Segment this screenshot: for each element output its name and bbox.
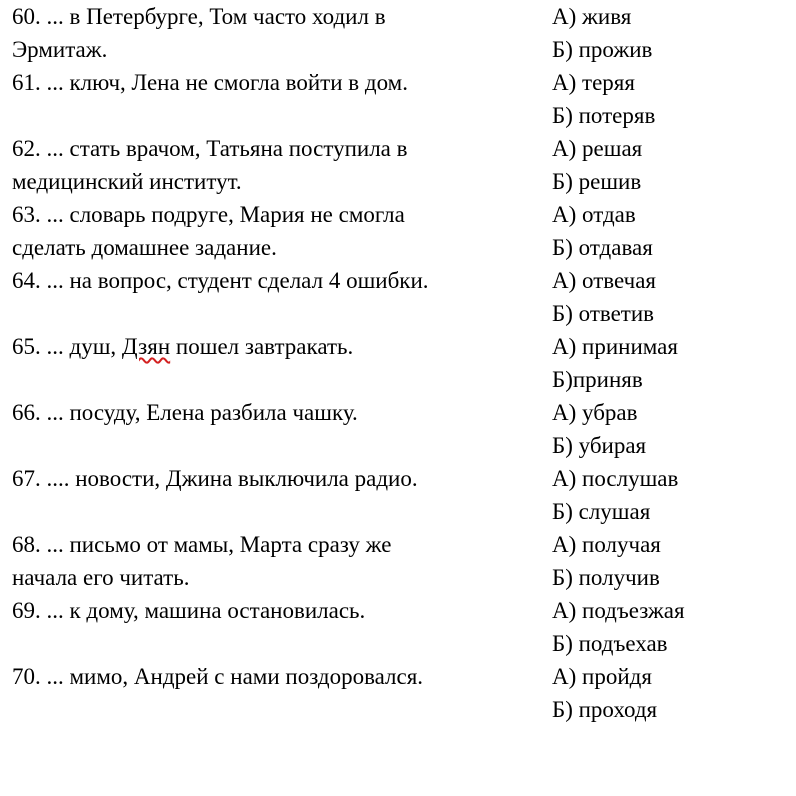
line-62-a: [12, 132, 796, 165]
exercise-document: [12, 0, 796, 726]
line-70-b: [12, 693, 796, 726]
option-a: А) подъезжая: [552, 598, 685, 623]
question-text: 64. ... на вопрос, студент сделал 4 ошибки.: [12, 268, 429, 293]
option-b: Б) ответив: [552, 301, 655, 326]
line-64-a: [12, 264, 796, 297]
option-b: Б) убирая: [552, 433, 647, 458]
question-text: [12, 330, 353, 363]
line-67-a: [12, 462, 796, 495]
option-b: Б) решив: [552, 169, 642, 194]
option-b: Б)приняв: [552, 367, 643, 392]
option-a: А) теряя: [552, 70, 635, 95]
question-text: 61. ... ключ, Лена не смогла войти в дом.: [12, 70, 408, 95]
option-a: А) пройдя: [552, 664, 652, 689]
line-63-b: [12, 231, 796, 264]
option-a: А) принимая: [552, 334, 678, 359]
question-text: 68. ... письмо от мамы, Марта сразу же: [12, 532, 392, 557]
question-text: Эрмитаж.: [12, 37, 108, 62]
question-text: 63. ... словарь подруге, Мария не смогла: [12, 202, 405, 227]
option-b: Б) получив: [552, 565, 660, 590]
line-68-b: [12, 561, 796, 594]
question-text: 67. .... новости, Джина выключила радио.: [12, 466, 418, 491]
line-67-b: [12, 495, 796, 528]
question-text: сделать домашнее задание.: [12, 235, 277, 260]
option-b: Б) проходя: [552, 697, 658, 722]
question-text: начала его читать.: [12, 565, 190, 590]
line-65-b: [12, 363, 796, 396]
line-68-a: [12, 528, 796, 561]
question-text: 60. ... в Петербурге, Том часто ходил в: [12, 4, 386, 29]
line-61-a: [12, 66, 796, 99]
question-text: 70. ... мимо, Андрей с нами поздоровался.: [12, 664, 424, 689]
option-b: Б) слушая: [552, 499, 651, 524]
line-63-a: [12, 198, 796, 231]
line-61-b: [12, 99, 796, 132]
line-66-a: [12, 396, 796, 429]
line-65-a: [12, 330, 796, 363]
option-a: А) получая: [552, 532, 661, 557]
question-text: 69. ... к дому, машина остановилась.: [12, 598, 366, 623]
option-a: А) отдав: [552, 202, 636, 227]
option-a: А) решая: [552, 136, 643, 161]
option-a: А) отвечая: [552, 268, 656, 293]
line-69-b: [12, 627, 796, 660]
line-64-b: [12, 297, 796, 330]
line-70-a: [12, 660, 796, 693]
option-b: Б) подъехав: [552, 631, 668, 656]
line-60-b: [12, 33, 796, 66]
line-66-b: [12, 429, 796, 462]
option-a: А) послушав: [552, 466, 679, 491]
option-b: Б) потеряв: [552, 103, 656, 128]
option-a: А) живя: [552, 4, 632, 29]
option-b: Б) отдавая: [552, 235, 653, 260]
spellcheck-flagged-word: Дзян: [121, 334, 171, 359]
question-text-start: 65. ... душ,: [12, 334, 122, 359]
line-60-a: [12, 0, 796, 33]
option-b: Б) прожив: [552, 37, 653, 62]
line-62-b: [12, 165, 796, 198]
question-text: 66. ... посуду, Елена разбила чашку.: [12, 400, 358, 425]
line-69-a: [12, 594, 796, 627]
question-text: 62. ... стать врачом, Татьяна поступила в: [12, 136, 408, 161]
question-text-end: пошел завтракать.: [170, 334, 354, 359]
option-a: А) убрав: [552, 400, 638, 425]
question-text: медицинский институт.: [12, 169, 242, 194]
